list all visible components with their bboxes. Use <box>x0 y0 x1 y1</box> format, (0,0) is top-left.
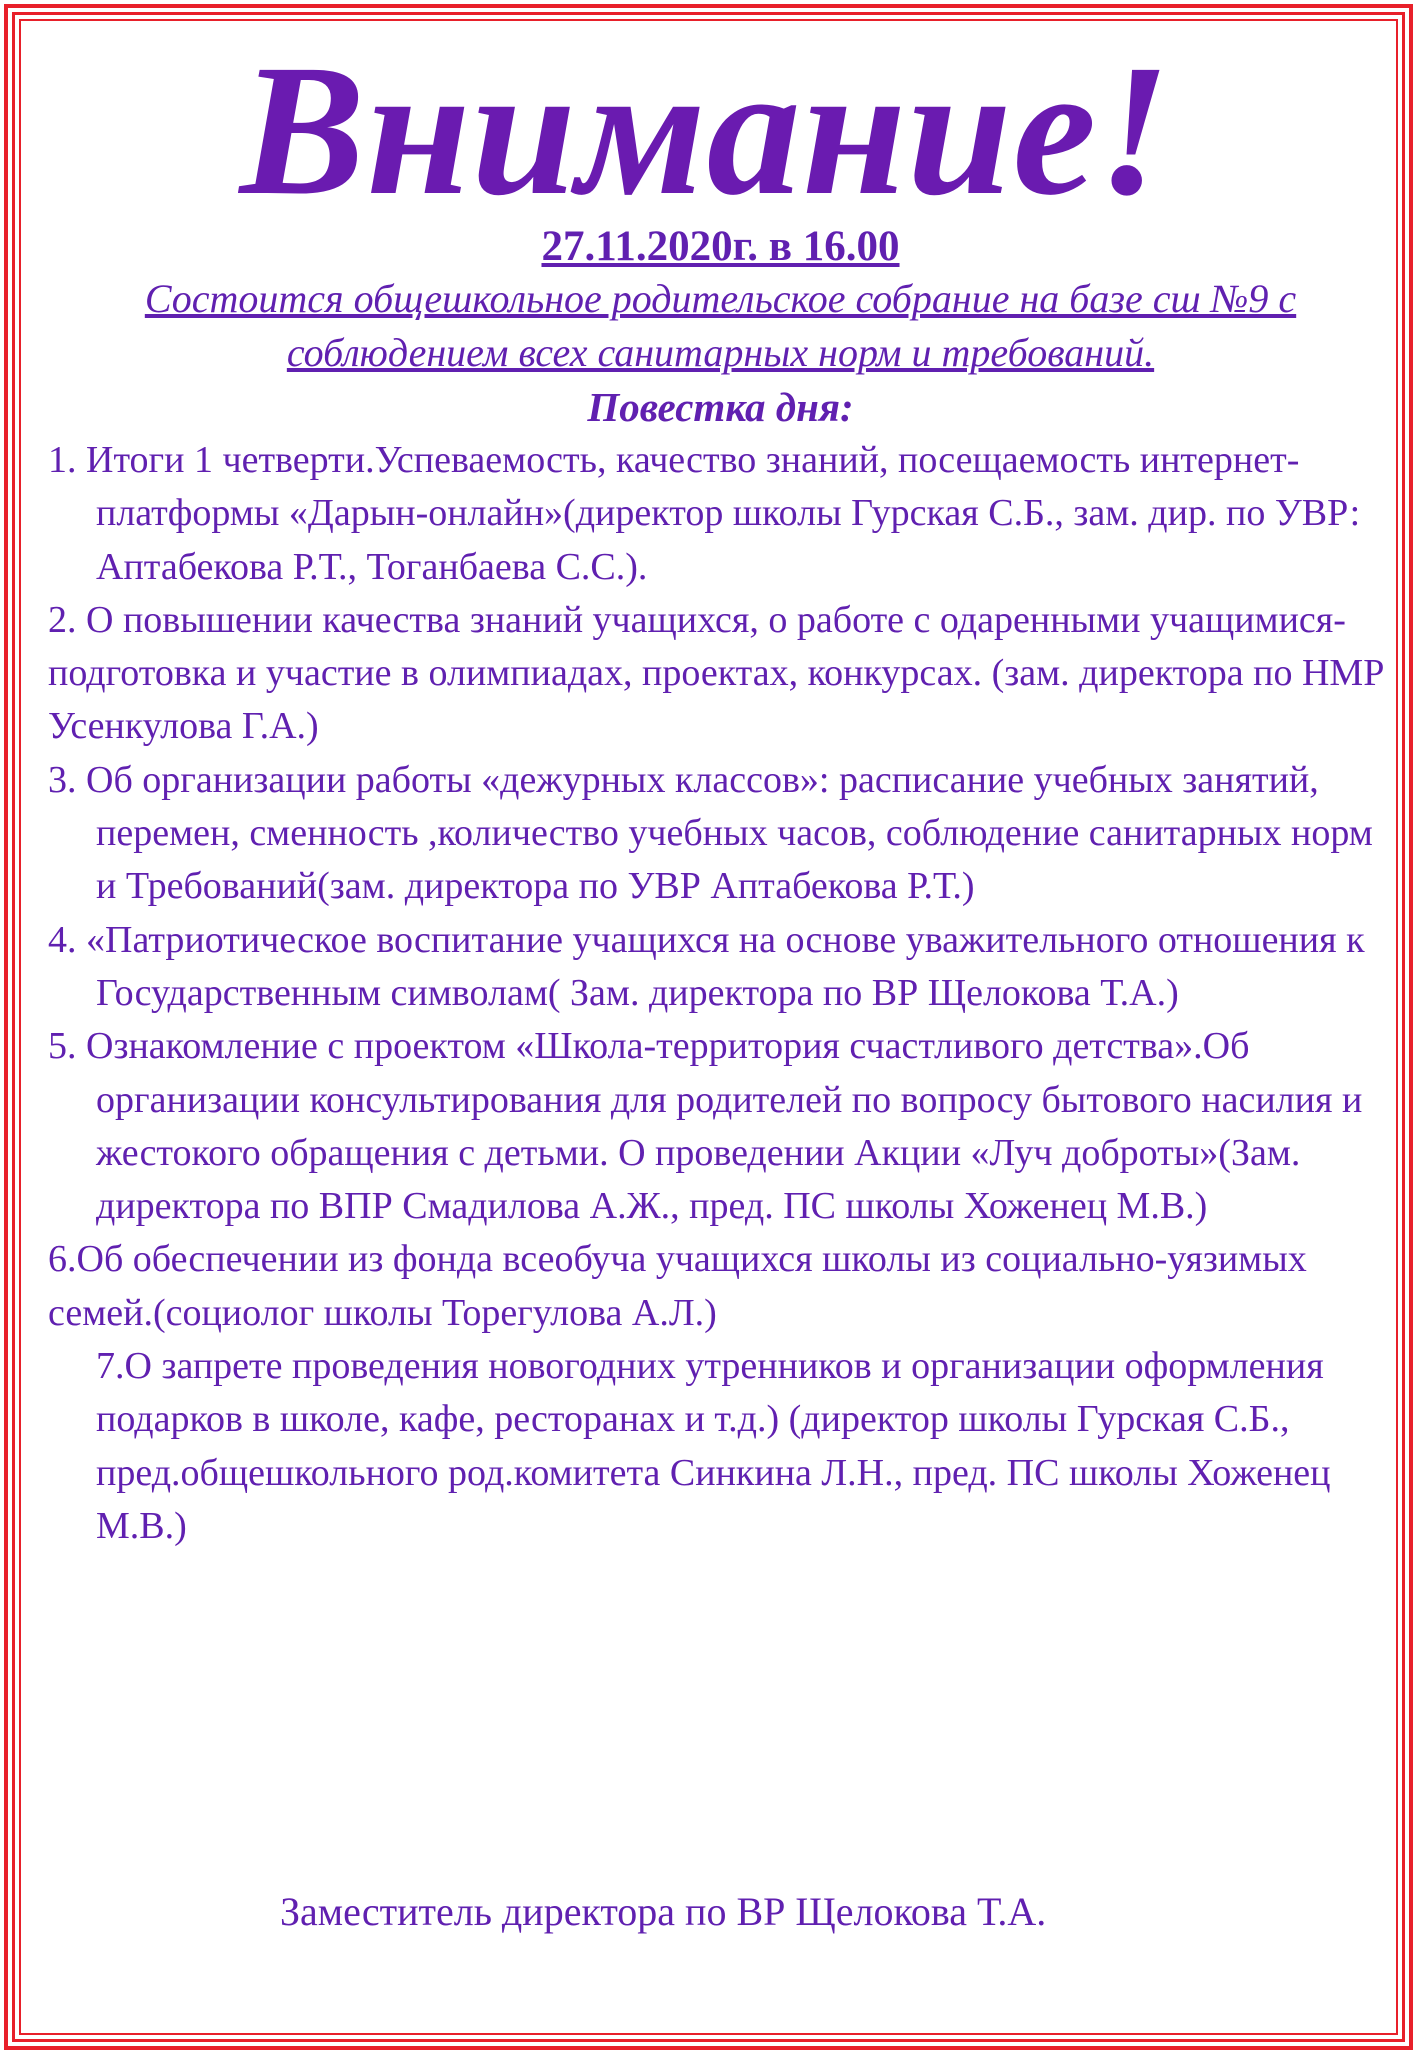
agenda-item-5: 5. Ознакомление с проектом «Школа-территория счастливого детства».Об организации консультирования для родителей по вопросу бытового насилия и жестокого обращения с детьми. О проведении Акции «Луч доброты»(Зам. директора по ВПР Смадилова А.Ж., пред. ПС школы Хоженец М.В.) <box>48 1025 1363 1228</box>
notice-content <box>48 25 1393 1553</box>
notice-title: Внимание! <box>239 25 1172 234</box>
agenda-item-7: 7.О запрете проведения новогодних утренников и организации оформления подарков в школе, кафе, ресторанах и т.д.) (директор школы Гурская С.Б., пред.общешкольного род.комитета Синкина Л.Н., пред. ПС школы Хоженец М.В.) <box>96 1345 1331 1547</box>
agenda-item-6: 6.Об обеспечении из фонда всеобуча учащихся школы из социально-уязимых семей.(социолог школы Торегулова А.Л.) <box>48 1238 1307 1334</box>
agenda-item-4: 4. «Патриотическое воспитание учащихся на основе уважительного отношения к Государственным символам( Зам. директора по ВР Щелокова Т.А.) <box>48 918 1365 1014</box>
agenda-item-2: 2. О повышении качества знаний учащихся, о работе с одаренными учащимися- подготовка и участие в олимпиадах, проектах, конкурсах. (зам. директора по НМР Усенкулова Г.А.) <box>48 598 1385 748</box>
agenda-item-1: 1. Итоги 1 четверти.Успеваемость, качество знаний, посещаемость интернет- платформы «Дарын-онлайн»(директор школы Гурская С.Б., зам. дир. по УВР: Аптабекова Р.Т., Тоганбаева С.С.). <box>48 439 1361 588</box>
agenda-title: Повестка дня: <box>587 384 854 430</box>
agenda-list <box>48 434 1393 1553</box>
announcement: Состоится общешкольное родительское собрание на базе сш №9 с соблюдением всех санитарных норм и требований. <box>144 276 1297 375</box>
agenda-item-3: 3. Об организации работы «дежурных классов»: расписание учебных занятий, перемен, сменность ,количество учебных часов, соблюдение санитарных норм и Требований(зам. директора по УВР Аптабекова Р.Т.) <box>48 758 1373 908</box>
signature: Заместитель директора по ВР Щелокова Т.А. <box>280 1889 1047 1934</box>
meeting-date: 27.11.2020г. в 16.00 <box>541 223 900 270</box>
